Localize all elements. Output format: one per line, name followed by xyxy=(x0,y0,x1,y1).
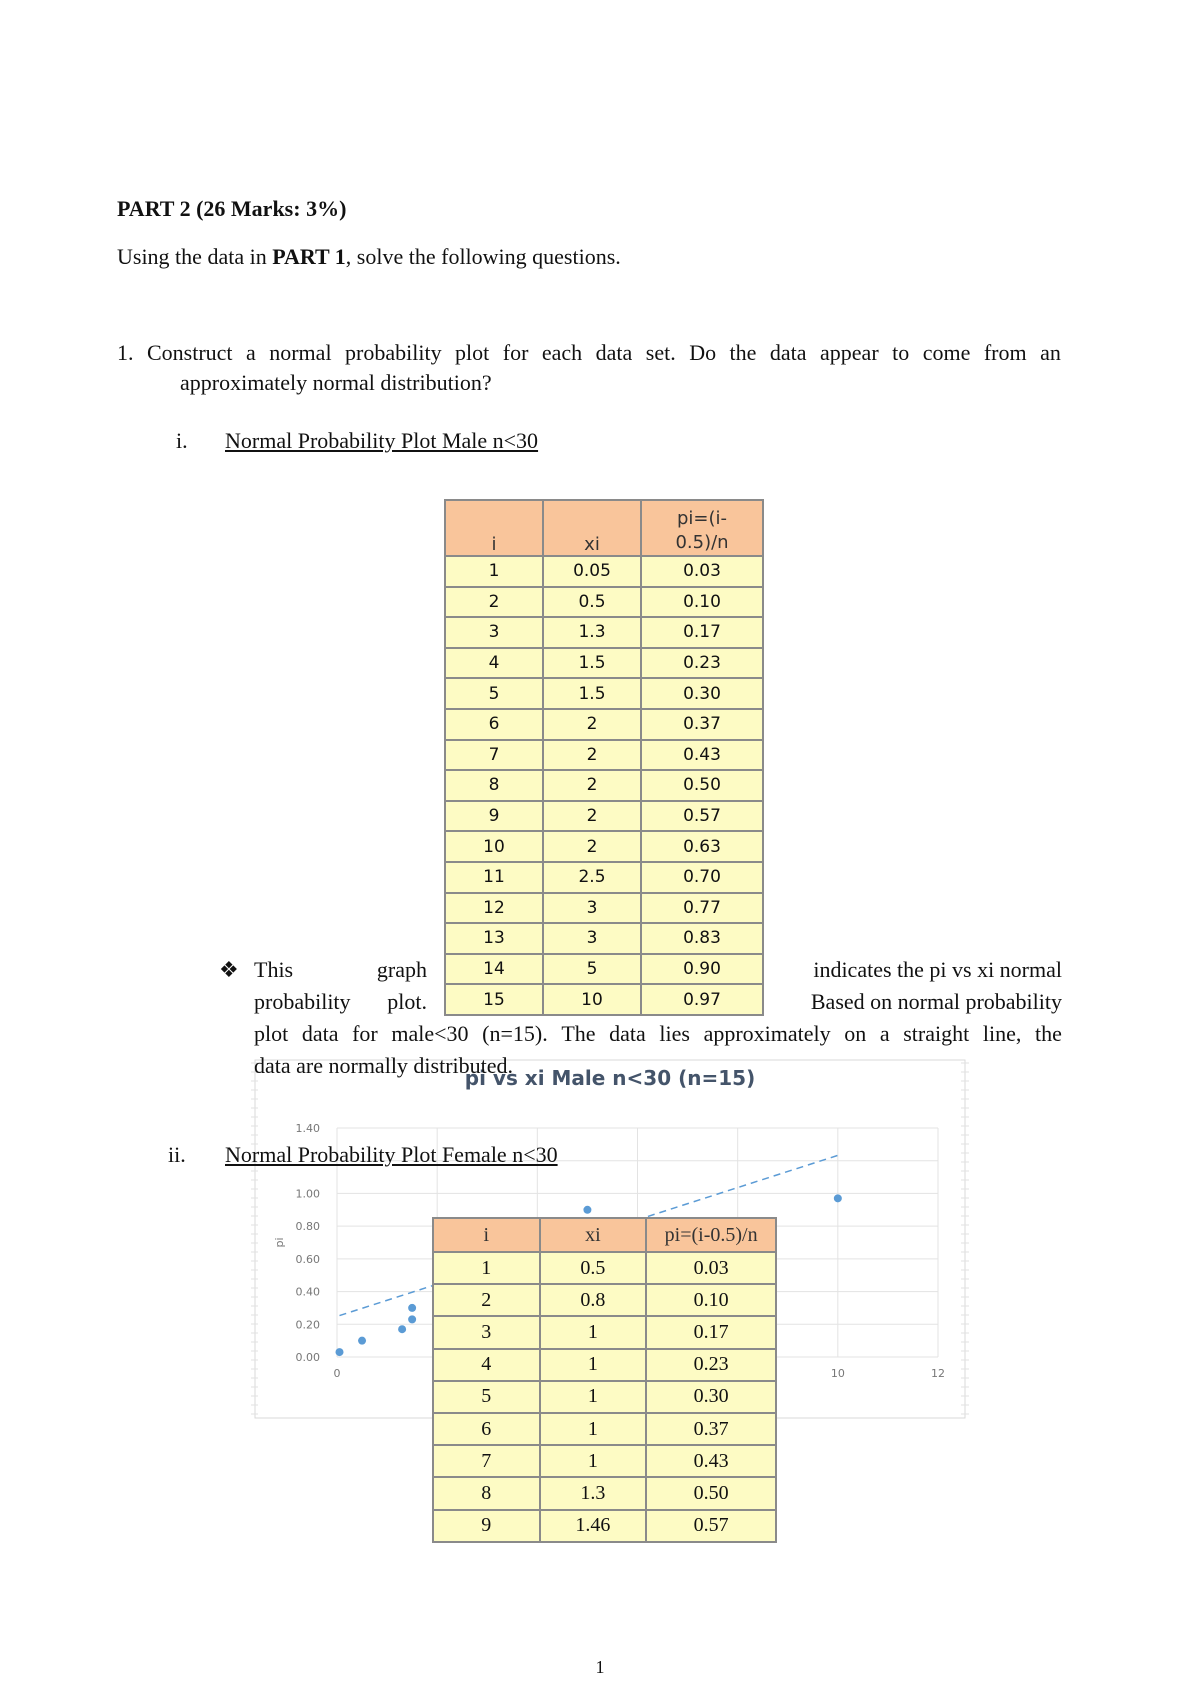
table-cell: 2 xyxy=(543,709,641,740)
male-table xyxy=(444,499,764,1016)
question-word: a xyxy=(246,340,256,365)
table-cell: 0.17 xyxy=(641,617,763,648)
table-cell: 9 xyxy=(433,1510,540,1542)
bullet-word: approximately xyxy=(703,1021,831,1046)
bullet-word: plot xyxy=(254,1021,289,1046)
bullet-line1-right: indicates the pi vs xi normal xyxy=(813,957,1062,982)
female-table-row xyxy=(433,1413,776,1445)
table-cell: 0.30 xyxy=(646,1381,776,1413)
bullet-line2-right: Based on normal probability xyxy=(810,989,1062,1014)
bullet-word: male<30 xyxy=(391,1021,469,1046)
female-table-row xyxy=(433,1349,776,1381)
question-word: data xyxy=(769,340,807,365)
table-cell: 10 xyxy=(445,831,543,862)
table-cell: 15 xyxy=(445,984,543,1015)
female-table xyxy=(432,1217,777,1543)
table-cell: 0.83 xyxy=(641,923,763,954)
table-cell: 0.05 xyxy=(543,556,641,587)
table-cell: 0.03 xyxy=(641,556,763,587)
table-cell: 1 xyxy=(445,556,543,587)
question-word: an xyxy=(1040,340,1061,365)
bullet-word: line, xyxy=(982,1021,1022,1046)
male-table-row xyxy=(445,862,763,893)
bullet-line3 xyxy=(254,1019,1062,1049)
bullet-word: plot. xyxy=(387,989,427,1014)
question-word: data xyxy=(595,340,633,365)
table-cell: 0.23 xyxy=(641,648,763,679)
table-cell: 0.37 xyxy=(646,1413,776,1445)
male-table-row xyxy=(445,740,763,771)
table-cell: 0.97 xyxy=(641,984,763,1015)
table-cell: 1 xyxy=(433,1252,540,1284)
male-table-row xyxy=(445,556,763,587)
header-i: i xyxy=(445,500,543,556)
table-cell: 5 xyxy=(433,1381,540,1413)
male-table-row xyxy=(445,648,763,679)
question-word: Construct xyxy=(146,340,233,365)
section-ii-number: ii. xyxy=(168,1142,186,1167)
bullet-word: data xyxy=(301,1021,339,1046)
table-cell: 0.30 xyxy=(641,678,763,709)
female-table-row xyxy=(433,1316,776,1348)
bullet-line1-left xyxy=(254,955,427,985)
table-cell: 0.90 xyxy=(641,954,763,985)
x-tick-label: 12 xyxy=(931,1367,945,1380)
table-cell: 1 xyxy=(540,1349,647,1381)
question-1-line2: approximately normal distribution? xyxy=(180,370,492,395)
question-1-line1 xyxy=(117,338,1061,368)
part-heading: PART 2 (26 Marks: 3%) xyxy=(117,196,347,221)
header-i: i xyxy=(433,1218,540,1252)
intro-text: Using the data in PART 1, solve the following questions. xyxy=(117,244,621,269)
data-point xyxy=(398,1325,406,1333)
bullet-word: The xyxy=(561,1021,596,1046)
table-cell: 0.37 xyxy=(641,709,763,740)
table-cell: 1.5 xyxy=(543,648,641,679)
table-cell: 0.5 xyxy=(540,1252,647,1284)
female-table-row xyxy=(433,1252,776,1284)
male-table-row xyxy=(445,893,763,924)
male-table-row xyxy=(445,984,763,1015)
female-table-row xyxy=(433,1381,776,1413)
bullet-word: data xyxy=(609,1021,646,1046)
bullet-word: lies xyxy=(659,1021,690,1046)
table-cell: 3 xyxy=(543,923,641,954)
y-tick-label: 0.60 xyxy=(295,1252,320,1266)
table-cell: 5 xyxy=(543,954,641,985)
table-cell: 8 xyxy=(433,1477,540,1509)
male-table-row xyxy=(445,923,763,954)
table-cell: 2.5 xyxy=(543,862,641,893)
section-ii-title: Normal Probability Plot Female n<30 xyxy=(225,1142,558,1167)
table-cell: 1.3 xyxy=(540,1477,647,1509)
question-word: plot xyxy=(455,340,490,365)
data-point xyxy=(583,1206,591,1214)
bullet-word: (n=15). xyxy=(482,1021,548,1046)
table-cell: 3 xyxy=(445,617,543,648)
table-cell: 0.57 xyxy=(641,801,763,832)
y-tick-label: 0.80 xyxy=(295,1220,320,1234)
table-cell: 1.5 xyxy=(543,678,641,709)
data-point xyxy=(336,1348,344,1356)
table-cell: 0.10 xyxy=(646,1284,776,1316)
question-word: probability xyxy=(345,340,442,365)
table-cell: 7 xyxy=(445,740,543,771)
table-cell: 11 xyxy=(445,862,543,893)
question-word: appear xyxy=(820,340,879,365)
question-word: the xyxy=(729,340,757,365)
table-cell: 1 xyxy=(540,1316,647,1348)
bullet-word: probability xyxy=(254,989,351,1014)
y-tick-label: 0.00 xyxy=(295,1351,320,1364)
table-cell: 2 xyxy=(433,1284,540,1316)
male-table-row xyxy=(445,709,763,740)
diamond-bullet-icon: ❖ xyxy=(219,957,239,982)
section-i-number: i. xyxy=(176,428,188,453)
male-table-row xyxy=(445,831,763,862)
table-cell: 0.50 xyxy=(641,770,763,801)
table-cell: 5 xyxy=(445,678,543,709)
question-word: Do xyxy=(689,340,717,365)
table-cell: 9 xyxy=(445,801,543,832)
table-cell: 0.5 xyxy=(543,587,641,618)
table-cell: 0.23 xyxy=(646,1349,776,1381)
question-word: each xyxy=(541,340,583,365)
table-cell: 1 xyxy=(540,1381,647,1413)
male-table-header xyxy=(445,500,763,556)
y-tick-label: 0.20 xyxy=(295,1318,320,1332)
bullet-line2-left xyxy=(254,987,427,1017)
table-cell: 1 xyxy=(540,1445,647,1477)
female-table-row xyxy=(433,1284,776,1316)
table-cell: 0.70 xyxy=(641,862,763,893)
bullet-line4: data are normally distributed. xyxy=(254,1053,514,1078)
header-pi: pi=(i- 0.5)/n xyxy=(641,500,763,556)
table-cell: 2 xyxy=(543,740,641,771)
bullet-word: straight xyxy=(903,1021,970,1046)
male-table-row xyxy=(445,678,763,709)
table-cell: 0.50 xyxy=(646,1477,776,1509)
data-point xyxy=(408,1304,416,1312)
table-cell: 0.03 xyxy=(646,1252,776,1284)
table-cell: 1.3 xyxy=(543,617,641,648)
table-cell: 4 xyxy=(445,648,543,679)
male-table-row xyxy=(445,587,763,618)
y-tick-label: 0.40 xyxy=(295,1285,320,1299)
header-xi: xi xyxy=(540,1218,647,1252)
bullet-word: graph xyxy=(376,957,427,982)
bullet-word: This xyxy=(254,957,294,982)
bullet-word: the xyxy=(1034,1021,1062,1046)
header-xi: xi xyxy=(543,500,641,556)
female-table-row xyxy=(433,1445,776,1477)
question-word: for xyxy=(502,340,529,365)
table-cell: 0.77 xyxy=(641,893,763,924)
data-point xyxy=(358,1337,366,1345)
table-cell: 3 xyxy=(543,893,641,924)
bullet-word: for xyxy=(352,1021,378,1046)
table-cell: 0.43 xyxy=(646,1445,776,1477)
chart-title: pi vs xi Male n<30 (n=15) xyxy=(464,1066,756,1090)
male-table-row xyxy=(445,617,763,648)
y-tick-label: 1.40 xyxy=(295,1122,320,1135)
table-cell: 12 xyxy=(445,893,543,924)
table-cell: 2 xyxy=(543,770,641,801)
table-cell: 0.63 xyxy=(641,831,763,862)
data-point xyxy=(834,1194,842,1202)
question-word: set. xyxy=(645,340,676,365)
x-tick-label: 0 xyxy=(333,1367,341,1380)
table-cell: 6 xyxy=(433,1413,540,1445)
table-cell: 10 xyxy=(543,984,641,1015)
y-axis-label: pi xyxy=(273,1237,286,1248)
table-cell: 13 xyxy=(445,923,543,954)
male-table-row xyxy=(445,801,763,832)
male-table-row xyxy=(445,770,763,801)
table-cell: 14 xyxy=(445,954,543,985)
table-cell: 0.57 xyxy=(646,1510,776,1542)
table-cell: 0.43 xyxy=(641,740,763,771)
question-word: come xyxy=(922,340,971,365)
female-table-row xyxy=(433,1477,776,1509)
table-cell: 7 xyxy=(433,1445,540,1477)
question-word: to xyxy=(892,340,910,365)
female-table-header xyxy=(433,1218,776,1252)
table-cell: 8 xyxy=(445,770,543,801)
page-number: 1 xyxy=(595,1657,605,1677)
table-cell: 0.8 xyxy=(540,1284,647,1316)
y-tick-label: 1.00 xyxy=(295,1187,320,1201)
data-point xyxy=(408,1315,416,1323)
male-table-row xyxy=(445,954,763,985)
bullet-word: on xyxy=(844,1021,867,1046)
table-cell: 2 xyxy=(543,801,641,832)
table-cell: 2 xyxy=(543,831,641,862)
section-i-title: Normal Probability Plot Male n<30 xyxy=(225,428,539,453)
question-word: 1. xyxy=(117,340,134,365)
bullet-word: a xyxy=(879,1021,890,1046)
table-cell: 6 xyxy=(445,709,543,740)
table-cell: 4 xyxy=(433,1349,540,1381)
header-pi: pi=(i-0.5)/n xyxy=(646,1218,776,1252)
table-cell: 0.10 xyxy=(641,587,763,618)
table-cell: 1 xyxy=(540,1413,647,1445)
female-table-row xyxy=(433,1510,776,1542)
x-tick-label: 10 xyxy=(830,1367,845,1380)
question-word: normal xyxy=(269,340,332,365)
question-word: from xyxy=(983,340,1027,365)
table-cell: 3 xyxy=(433,1316,540,1348)
table-cell: 1.46 xyxy=(540,1510,647,1542)
table-cell: 2 xyxy=(445,587,543,618)
table-cell: 0.17 xyxy=(646,1316,776,1348)
